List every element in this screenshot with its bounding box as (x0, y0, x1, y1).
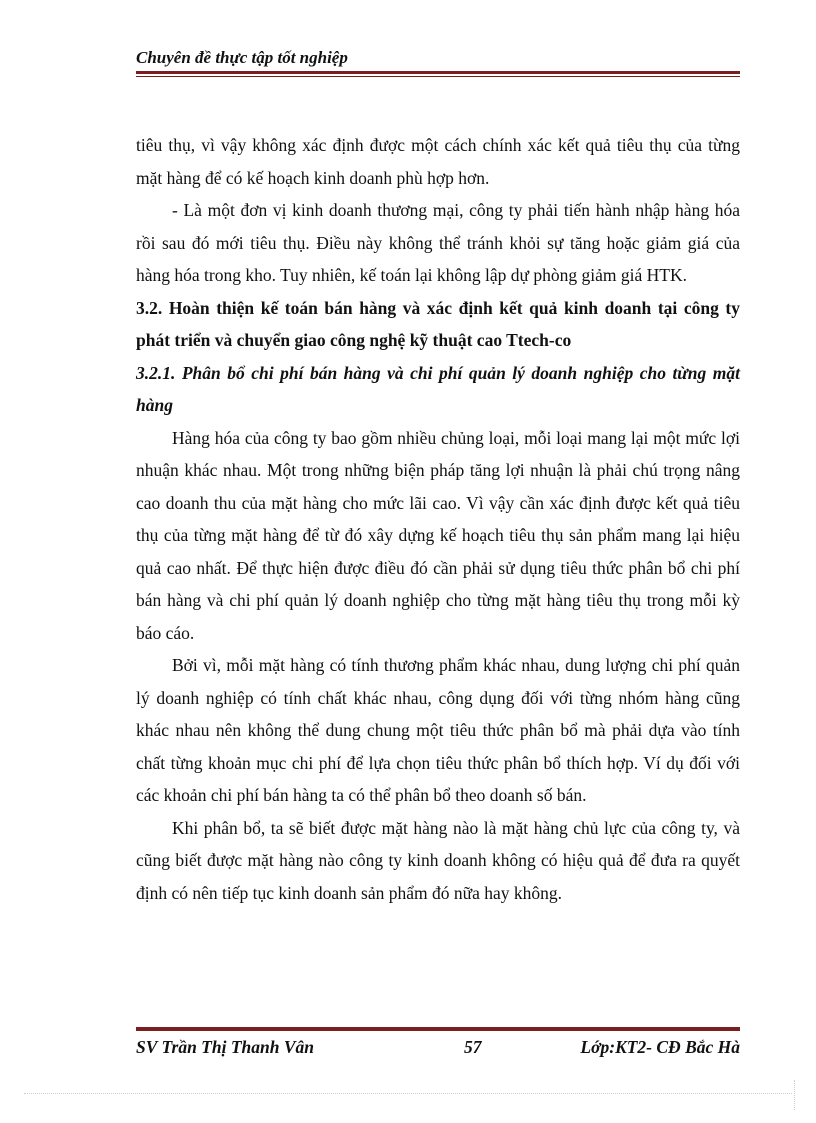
footer-class: Lớp:KT2- CĐ Bắc Hà (580, 1037, 740, 1057)
page-footer (136, 1037, 740, 1061)
subsection-heading-3-2-1: 3.2.1. Phân bổ chi phí bán hàng và chi phí quản lý doanh nghiệp cho từng mặt hàng (136, 362, 740, 415)
section-heading-3-2: 3.2. Hoàn thiện kế toán bán hàng và xác định kết quả kinh doanh tại công ty phát triển và chuyển giao công nghệ kỹ thuật cao Ttech-co (136, 297, 740, 350)
page-edge-dotted-line (24, 1093, 792, 1094)
paragraph-continuation: tiêu thụ, vì vậy không xác định được một cách chính xác kết quả tiêu thụ của từng mặt hàng để có kế hoạch kinh doanh phù hợp hơn. (136, 135, 740, 188)
paragraph-key-products: Khi phân bổ, ta sẽ biết được mặt hàng nào là mặt hàng chủ lực của công ty, và cũng biết được mặt hàng nào công ty kinh doanh không có hiệu quả để đưa ra quyết định có nên tiếp tục kinh doanh sản phẩm đó nữa hay không. (136, 817, 740, 903)
footer-rule (136, 1025, 740, 1031)
header-title: Chuyên đề thực tập tốt nghiệp (136, 48, 348, 67)
paragraph-inventory: - Là một đơn vị kinh doanh thương mại, công ty phải tiến hành nhập hàng hóa rồi sau đó mới tiêu thụ. Điều này không thể tránh khỏi sự tăng hoặc giảm giá của hàng hóa trong kho. Tuy nhiên, kế toán lại không lập dự phòng giảm giá HTK. (136, 200, 740, 285)
page-number: 57 (464, 1037, 482, 1057)
header-rule (136, 71, 740, 77)
footer-student-name: SV Trần Thị Thanh Vân (136, 1037, 314, 1057)
page-edge-dotted-vertical (794, 1080, 795, 1110)
paragraph-allocation-criteria: Bởi vì, mỗi mặt hàng có tính thương phẩm khác nhau, dung lượng chi phí quản lý doanh nghiệp có tính chất khác nhau, công dụng đối với từng nhóm hàng cũng khác nhau nên không thể dung chung một tiêu thức phân bổ mà phải dựa vào tính chất từng khoản mục chi phí để lựa chọn tiêu thức phân bổ thích hợp. Ví dụ đối với các khoản chi phí bán hàng ta có thể phân bổ theo doanh số bán. (136, 655, 740, 805)
document-body (136, 129, 740, 909)
paragraph-product-types: Hàng hóa của công ty bao gồm nhiều chủng loại, mỗi loại mang lại một mức lợi nhuận khác nhau. Một trong những biện pháp tăng lợi nhuận là phải chú trọng nâng cao doanh thu của mặt hàng cho mức lãi cao. Vì vậy cần xác định được kết quả tiêu thụ của từng mặt hàng để từ đó xây dựng kế hoạch tiêu thụ sản phẩm mang lại hiệu quả cao nhất. Để thực hiện được điều đó cần phải sử dụng tiêu thức phân bổ chi phí bán hàng và chi phí quản lý doanh nghiệp cho từng mặt hàng tiêu thụ trong mỗi kỳ báo cáo. (136, 427, 740, 643)
